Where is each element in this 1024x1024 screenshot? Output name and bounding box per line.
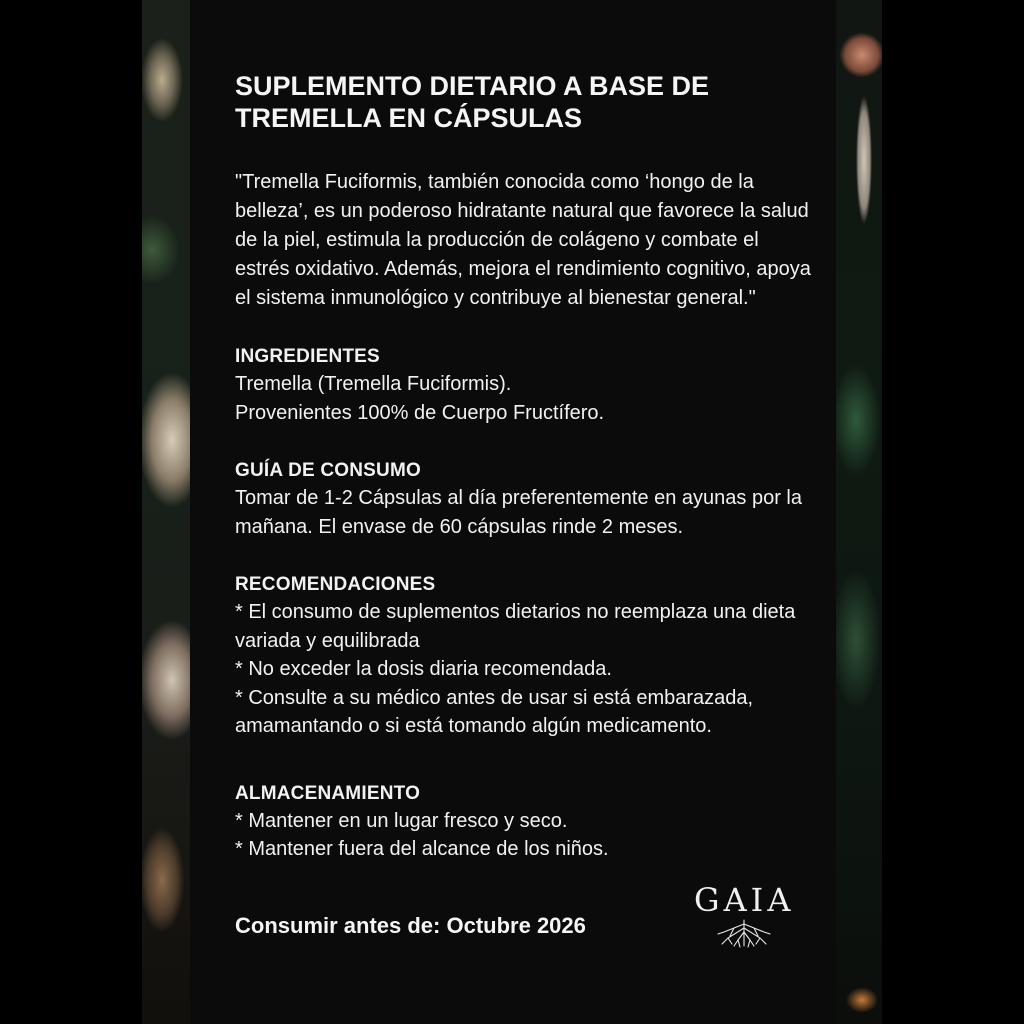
label-content — [235, 70, 815, 864]
section-line: * El consumo de suplementos dietarios no reemplaza una dieta variada y equilibrada — [235, 601, 796, 652]
mushroom-background-right — [836, 0, 882, 1024]
section-ingredientes — [235, 344, 815, 427]
section-line: Tomar de 1-2 Cápsulas al día preferentemente en ayunas por la mañana. El envase de 60 cápsulas rinde 2 meses. — [235, 487, 803, 538]
section-line: * Consulte a su médico antes de usar si está embarazada, amamantando o si está tomando algún medicamento. — [235, 686, 754, 737]
section-heading: GUÍA DE CONSUMO — [235, 460, 421, 481]
section-guia-de-consumo — [235, 458, 815, 541]
section-heading: ALMACENAMIENTO — [235, 782, 421, 804]
section-heading: INGREDIENTES — [235, 346, 380, 367]
section-heading: RECOMENDACIONES — [235, 574, 436, 595]
section-line: Tremella (Tremella Fuciformis). — [235, 373, 512, 395]
roots-icon — [716, 918, 772, 948]
section-line: Provenientes 100% de Cuerpo Fructífero. — [235, 401, 605, 424]
mushroom-background-left — [142, 0, 190, 1024]
gaia-logo — [694, 880, 794, 948]
expiry-date: Consumir antes de: Octubre 2026 — [235, 913, 586, 938]
section-recomendaciones — [235, 572, 815, 741]
logo-text: GAIA — [694, 881, 795, 919]
section-line: * Mantener en un lugar fresco y seco. — [235, 809, 568, 832]
product-description: "Tremella Fuciformis, también conocida como ‘hongo de la belleza’, es un poderoso hidratante natural que favorece la salud de la piel, estimula la producción de colágeno y combate el estrés oxidativo. Además, mejora el rendimiento cognitivo, apoya el sistema inmunológico y contribuye al bienestar general." — [235, 171, 811, 309]
section-line: * Mantener fuera del alcance de los niños. — [235, 838, 609, 860]
product-title: SUPLEMENTO DIETARIO A BASE DE TREMELLA EN CÁPSULAS — [235, 71, 710, 133]
section-almacenamiento — [235, 781, 815, 864]
section-line: * No exceder la dosis diaria recomendada. — [235, 658, 612, 680]
